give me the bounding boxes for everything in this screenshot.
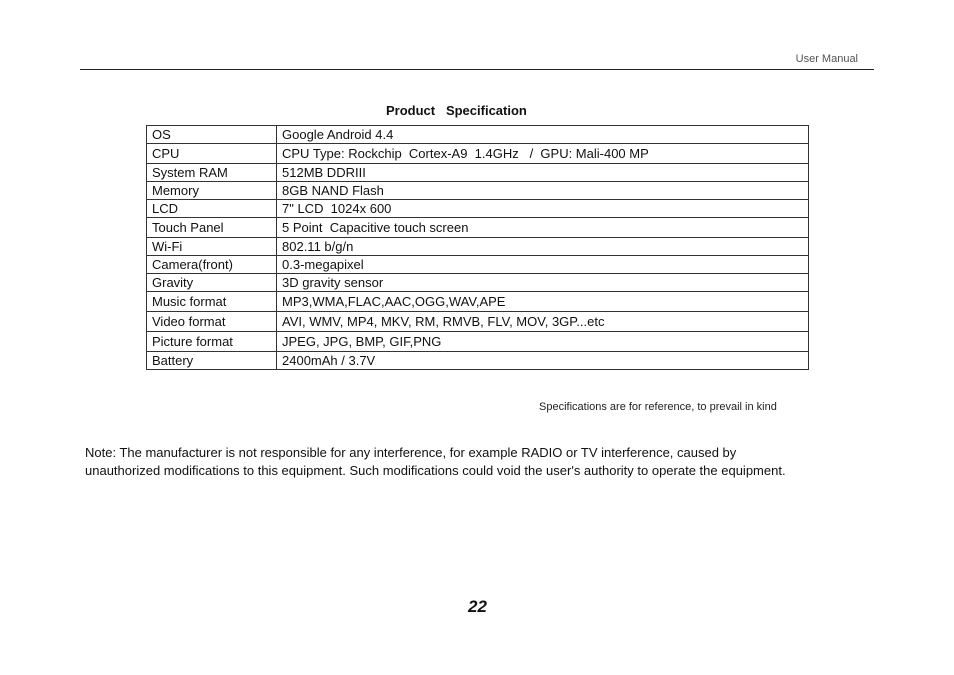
spec-value: 7" LCD 1024x 600 (277, 200, 809, 218)
spec-value: 8GB NAND Flash (277, 182, 809, 200)
table-row (147, 352, 809, 370)
spec-value: 5 Point Capacitive touch screen (277, 218, 809, 238)
disclaimer-note (85, 444, 855, 480)
spec-key: LCD (147, 200, 277, 218)
table-row (147, 182, 809, 200)
spec-value: 2400mAh / 3.7V (277, 352, 809, 370)
spec-key: Camera(front) (147, 256, 277, 274)
table-row (147, 256, 809, 274)
spec-key: OS (147, 126, 277, 144)
spec-value: 0.3-megapixel (277, 256, 809, 274)
spec-key: System RAM (147, 164, 277, 182)
table-row (147, 292, 809, 312)
spec-key: Memory (147, 182, 277, 200)
spec-table (146, 125, 809, 370)
header-label: User Manual (795, 53, 858, 65)
page-number: 22 (468, 597, 487, 616)
spec-value: CPU Type: Rockchip Cortex-A9 1.4GHz / GPU: Mali-400 MP (277, 144, 809, 164)
table-row (147, 200, 809, 218)
table-row (147, 312, 809, 332)
note-line: unauthorized modifications to this equipment. Such modifications could void the user's authority to operate the equipment. (85, 463, 786, 478)
spec-value: 512MB DDRIII (277, 164, 809, 182)
table-row (147, 126, 809, 144)
spec-value: 802.11 b/g/n (277, 238, 809, 256)
note-line: Note: The manufacturer is not responsible for any interference, for example RADIO or TV interference, caused by (85, 445, 737, 460)
spec-key: Picture format (147, 332, 277, 352)
spec-key: Music format (147, 292, 277, 312)
spec-value: Google Android 4.4 (277, 126, 809, 144)
table-row (147, 332, 809, 352)
table-row (147, 238, 809, 256)
table-row (147, 144, 809, 164)
spec-title: Product Specification (386, 103, 527, 118)
spec-value: JPEG, JPG, BMP, GIF,PNG (277, 332, 809, 352)
spec-value: MP3,WMA,FLAC,AAC,OGG,WAV,APE (277, 292, 809, 312)
spec-value: AVI, WMV, MP4, MKV, RM, RMVB, FLV, MOV, 3GP...etc (277, 312, 809, 332)
spec-key: Battery (147, 352, 277, 370)
spec-key: Wi-Fi (147, 238, 277, 256)
table-row (147, 274, 809, 292)
table-row (147, 218, 809, 238)
table-row (147, 164, 809, 182)
spec-footnote: Specifications are for reference, to prevail in kind (539, 401, 777, 413)
spec-key: Video format (147, 312, 277, 332)
spec-key: Gravity (147, 274, 277, 292)
spec-key: CPU (147, 144, 277, 164)
spec-key: Touch Panel (147, 218, 277, 238)
spec-value: 3D gravity sensor (277, 274, 809, 292)
header-divider (80, 69, 874, 70)
